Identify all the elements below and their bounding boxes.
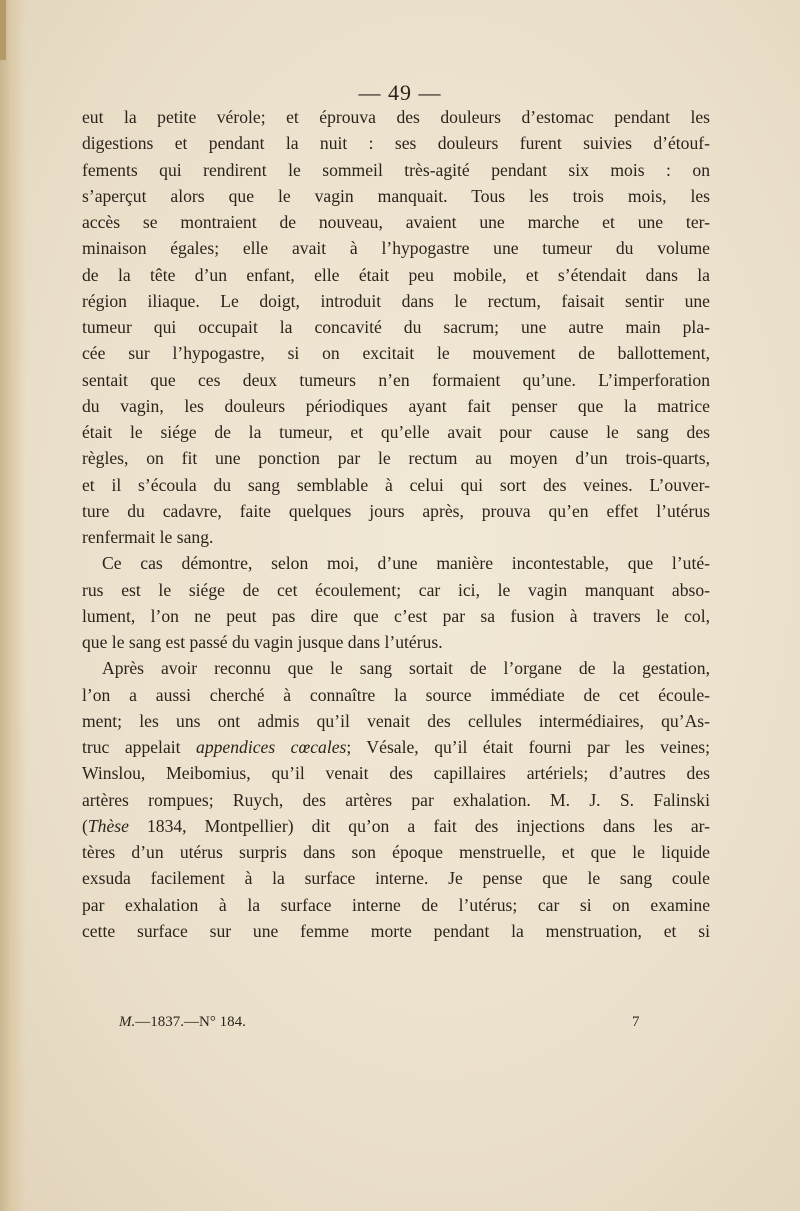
line-text: et il s’écoula du sang semblable à celui qui sort des veines. L’ouver-	[82, 474, 710, 495]
text-line	[82, 629, 710, 655]
line-text: Ce cas démontre, selon moi, d’une manière incontestable, que l’uté-	[102, 553, 710, 574]
line-text: sentait que ces deux tumeurs n’en formaient qu’une. L’imperforation	[82, 369, 710, 390]
text-line	[82, 603, 710, 629]
signature-letter: M.	[119, 1014, 136, 1030]
line-text: cette surface sur une femme morte pendant la menstruation, et si	[82, 920, 710, 941]
text-line	[82, 288, 710, 314]
page-footer	[0, 1014, 800, 1036]
text-line	[82, 340, 710, 366]
printer-signature	[119, 1014, 246, 1031]
text-line	[82, 472, 710, 498]
sheet-number: 7	[632, 1014, 640, 1030]
text-line	[82, 498, 710, 524]
line-text: ment; les uns ont admis qu’il venait des cellules intermédiaires, qu’As-	[82, 710, 710, 731]
text-line	[82, 235, 710, 261]
line-text: que le sang est passé du vagin jusque dans l’utérus.	[82, 632, 443, 652]
text-line	[82, 550, 710, 576]
page-number: — 49 —	[358, 80, 442, 105]
text-line	[82, 892, 710, 918]
text-line	[82, 262, 710, 288]
text-line	[82, 445, 710, 471]
text-line	[82, 865, 710, 891]
text-line	[82, 419, 710, 445]
line-text: ture du cadavre, faite quelques jours après, prouva qu’en effet l’utérus	[82, 500, 710, 521]
text-line	[82, 209, 710, 235]
line-text: s’aperçut alors que le vagin manquait. Tous les trois mois, les	[82, 185, 710, 206]
text-line	[82, 655, 710, 681]
text-line	[82, 708, 710, 734]
line-text: digestions et pendant la nuit : ses douleurs furent suivies d’étouf-	[82, 133, 710, 154]
line-text: (	[82, 815, 88, 836]
line-text: règles, on fit une ponction par le rectum au moyen d’un trois-quarts,	[82, 448, 710, 469]
line-text: artères rompues; Ruych, des artères par exhalation. M. J. S. Falinski	[82, 789, 710, 810]
text-line	[82, 393, 710, 419]
text-line	[82, 183, 710, 209]
italic-text: Thèse	[87, 815, 129, 836]
line-text: de la tête d’un enfant, elle était peu mobile, et s’étendait dans la	[82, 264, 710, 285]
line-text: l’on a aussi cherché à connaître la source immédiate de cet écoule-	[82, 684, 710, 705]
text-line	[82, 787, 710, 813]
text-line	[82, 813, 710, 839]
italic-text: appendices cœcales	[196, 737, 347, 757]
line-text: rus est le siége de cet écoulement; car ici, le vagin manquant abso-	[82, 579, 710, 600]
line-text: cée sur l’hypogastre, si on excitait le mouvement de ballottement,	[82, 343, 710, 364]
binding-tab	[0, 0, 6, 60]
line-text: lument, l’on ne peut pas dire que c’est par sa fusion à travers le col,	[82, 605, 710, 626]
line-text: tumeur qui occupait la concavité du sacrum; une autre main pla-	[82, 317, 710, 337]
line-text: tères d’un utérus surpris dans son époque menstruelle, et que le liquide	[82, 842, 710, 862]
text-line	[82, 367, 710, 393]
text-line	[82, 918, 710, 944]
line-text: était le siége de la tumeur, et qu’elle avait pour cause le sang des	[82, 422, 710, 442]
line-text: Après avoir reconnu que le sang sortait de l’organe de la gestation,	[102, 658, 710, 679]
line-text: du vagin, les douleurs périodiques ayant fait penser que la matrice	[82, 395, 710, 416]
text-line	[82, 682, 710, 708]
text-line	[82, 314, 710, 340]
text-line	[82, 839, 710, 865]
text-line	[82, 130, 710, 156]
line-text: région iliaque. Le doigt, introduit dans le rectum, faisait sentir une	[82, 290, 710, 311]
line-text: eut la petite vérole; et éprouva des douleurs d’estomac pendant les	[82, 107, 710, 127]
text-line	[82, 760, 710, 786]
line-text: fements qui rendirent le sommeil très-agité pendant six mois : on	[82, 159, 710, 180]
signature-text: —1837.—N° 184.	[135, 1014, 246, 1030]
line-text: accès se montraient de nouveau, avaient une marche et une ter-	[82, 212, 710, 232]
text-line	[82, 104, 710, 130]
line-text: ; Vésale, qu’il était fourni par les veines;	[346, 737, 710, 757]
text-line	[82, 157, 710, 183]
line-text: par exhalation à la surface interne de l’utérus; car si on examine	[82, 894, 710, 915]
line-text: renfermait le sang.	[82, 527, 214, 547]
body-text	[82, 104, 710, 944]
text-line	[82, 524, 710, 550]
line-text: truc appelait	[82, 737, 197, 757]
line-text: exsuda facilement à la surface interne. Je pense que le sang coule	[82, 868, 710, 889]
line-text: 1834, Montpellier) dit qu’on a fait des injections dans les ar-	[128, 815, 710, 836]
line-text: Winslou, Meibomius, qu’il venait des capillaires artériels; d’autres des	[82, 763, 710, 784]
text-line	[82, 577, 710, 603]
line-text: minaison égales; elle avait à l’hypogastre une tumeur du volume	[82, 238, 710, 259]
text-line	[82, 734, 710, 760]
